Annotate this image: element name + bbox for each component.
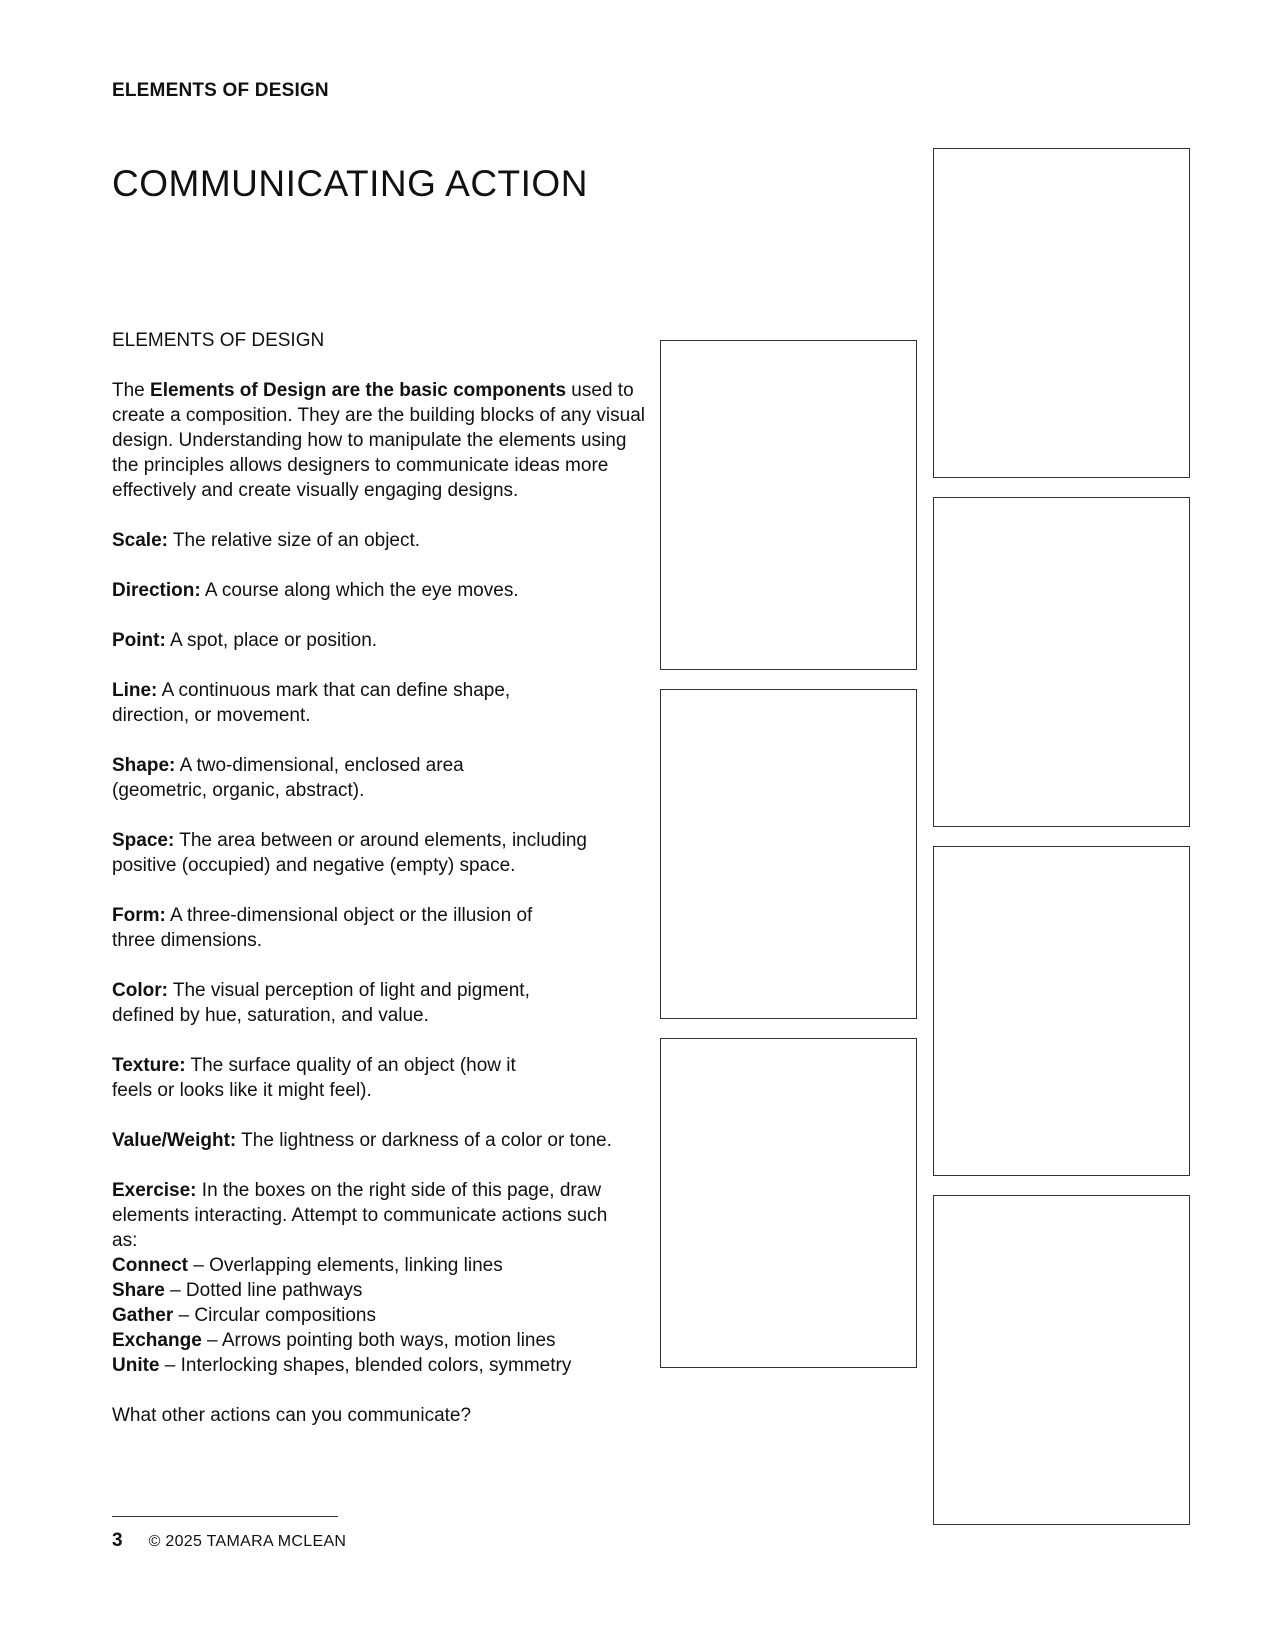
term-label: Form: (112, 905, 166, 926)
term-definition: The surface quality of an object (how it feels or looks like it might feel). (112, 1055, 516, 1101)
term-definition: The lightness or darkness of a color or tone. (236, 1130, 612, 1151)
drawing-box-middle-2[interactable] (660, 689, 917, 1019)
exercise-paragraph (112, 1178, 622, 1253)
term-label: Scale: (112, 530, 168, 551)
term-definition: A course along which the eye moves. (200, 580, 519, 601)
term-space (112, 828, 612, 878)
action-desc: – Circular compositions (173, 1305, 376, 1326)
term-definition: The relative size of an object. (167, 530, 421, 551)
term-label: Line: (112, 680, 158, 701)
content-column (112, 328, 652, 1428)
term-texture (112, 1053, 552, 1103)
term-direction (112, 578, 652, 603)
term-label: Point: (112, 630, 166, 651)
running-head: ELEMENTS OF DESIGN (112, 80, 329, 101)
intro-before: The (112, 380, 151, 401)
action-name: Connect (112, 1255, 188, 1276)
action-desc: – Arrows pointing both ways, motion lines (201, 1330, 556, 1351)
term-definition: The visual perception of light and pigment, defined by hue, saturation, and value. (112, 980, 530, 1026)
term-shape (112, 753, 492, 803)
term-point (112, 628, 652, 653)
drawing-box-middle-1[interactable] (660, 340, 917, 670)
action-item (112, 1303, 652, 1328)
term-label: Direction: (112, 580, 201, 601)
term-form (112, 903, 542, 953)
page-title: COMMUNICATING ACTION (112, 163, 588, 204)
term-label: Texture: (112, 1055, 186, 1076)
footer (112, 1530, 346, 1552)
drawing-box-right-2[interactable] (933, 497, 1190, 827)
term-label: Value/Weight: (112, 1130, 237, 1151)
term-definition: A two-dimensional, enclosed area (geometric, organic, abstract). (112, 755, 464, 801)
page-number: 3 (112, 1530, 123, 1551)
footer-rule (112, 1516, 338, 1517)
term-scale (112, 528, 652, 553)
action-item (112, 1253, 652, 1278)
drawing-box-right-3[interactable] (933, 846, 1190, 1176)
section-heading: ELEMENTS OF DESIGN (112, 330, 325, 351)
action-desc: – Interlocking shapes, blended colors, symmetry (159, 1355, 572, 1376)
action-list (112, 1253, 652, 1378)
drawing-box-right-4[interactable] (933, 1195, 1190, 1525)
action-item (112, 1278, 652, 1303)
exercise-text: In the boxes on the right side of this page, draw elements interacting. Attempt to communicate actions such as: (112, 1180, 608, 1251)
term-line (112, 678, 532, 728)
exercise-label: Exercise: (112, 1180, 197, 1201)
term-definition: A continuous mark that can define shape, direction, or movement. (112, 680, 511, 726)
term-value-weight (112, 1128, 652, 1153)
action-desc: – Dotted line pathways (164, 1280, 363, 1301)
action-desc: – Overlapping elements, linking lines (188, 1255, 503, 1276)
action-name: Exchange (112, 1330, 202, 1351)
action-item (112, 1353, 652, 1378)
intro-bold: Elements of Design are the basic components (150, 380, 567, 401)
term-label: Color: (112, 980, 168, 1001)
term-label: Shape: (112, 755, 176, 776)
action-name: Gather (112, 1305, 174, 1326)
drawing-box-middle-3[interactable] (660, 1038, 917, 1368)
term-definition: A three-dimensional object or the illusion of three dimensions. (112, 905, 533, 951)
closing-question: What other actions can you communicate? (112, 1405, 472, 1426)
action-item (112, 1328, 652, 1353)
copyright: © 2025 TAMARA MCLEAN (148, 1533, 347, 1550)
drawing-box-right-1[interactable] (933, 148, 1190, 478)
action-name: Share (112, 1280, 165, 1301)
action-name: Unite (112, 1355, 160, 1376)
intro-after: used to create a composition. They are the building blocks of any visual design. Understanding how to manipulate the elements using the principles allows designers to communicate ideas more effectively and create visually engaging designs. (112, 380, 646, 501)
term-label: Space: (112, 830, 175, 851)
term-definition: A spot, place or position. (165, 630, 378, 651)
term-color (112, 978, 562, 1028)
term-definition: The area between or around elements, including positive (occupied) and negative (empty) space. (112, 830, 587, 876)
intro-paragraph (112, 378, 652, 503)
